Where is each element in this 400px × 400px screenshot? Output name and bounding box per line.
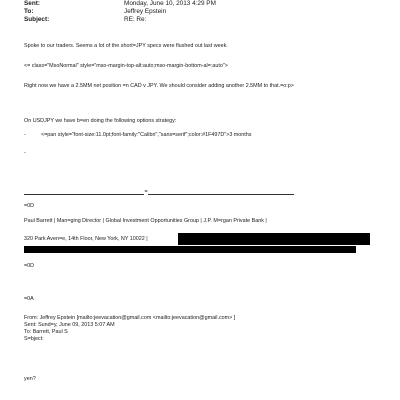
encoded-line-0d-2: =0D — [24, 263, 35, 269]
subject-value: RE: Re: — [124, 16, 147, 23]
to-value: Jeffrey Epstein — [124, 8, 167, 15]
separator-equals: = — [144, 189, 148, 195]
signature-line: Paul Barrett | Man=ging Director | Global Investment Opportunities Group | J.P. M=rgan Private Bank | — [24, 218, 267, 224]
closing-question: yen? — [24, 376, 36, 382]
forward-from-line: From: Jeffrey Epstein [mailto:jeevacation@gmail.com <mailto:jeevacation@gmail.com> ] — [24, 315, 236, 321]
redaction-bar-1 — [178, 233, 370, 245]
redaction-bar-2 — [24, 246, 356, 253]
encoded-line-0d-1: =0D — [24, 203, 35, 209]
body-paragraph-mso: <= class="MsoNormal" style="mso-margin-top-alt:auto;mso-margin-bottom-al=:auto"> — [24, 63, 228, 69]
forward-subject-line: S=bject: — [24, 336, 44, 342]
header-to-row — [24, 8, 166, 16]
subject-label: Subject: — [24, 16, 50, 23]
forward-to-line: To: Barrett, Paul S — [24, 329, 68, 335]
forward-sent-line: Sent: Sund=y, June 09, 2013 5:07 AM — [24, 322, 115, 328]
header-sent-row — [24, 0, 216, 8]
sent-label: Sent: — [24, 0, 40, 7]
bullet-marker-2: - — [24, 150, 26, 156]
bullet-marker-1: - — [24, 132, 26, 138]
body-paragraph-position: Right now we have a 2.5MM net position =n CAD v JPY. We should consider adding another 2.5MM to that.=o:p> — [24, 83, 294, 89]
separator-rule — [24, 189, 294, 196]
header-subject-row — [24, 16, 146, 24]
address-line: 320 Park Aven=e, 14th Floor, New York, NY 10022 | — [24, 236, 148, 242]
separator-line — [24, 194, 294, 195]
bullet-text-1: <=pan style="font-size:11.0pt;font-family:"Calibri","sans=serif";color:#1F497D">3 months — [41, 132, 252, 138]
body-paragraph-strategy: On USDJPY we have b=en doing the following options strategy: — [24, 118, 177, 124]
body-paragraph-traders: Spoke to our traders. Seems a lot of the short=JPY specs were flushed out last week. — [24, 43, 228, 49]
sent-value: Monday, June 10, 2013 4:29 PM — [124, 0, 216, 7]
to-label: To: — [24, 8, 34, 15]
encoded-line-0a: =0A — [24, 296, 34, 302]
